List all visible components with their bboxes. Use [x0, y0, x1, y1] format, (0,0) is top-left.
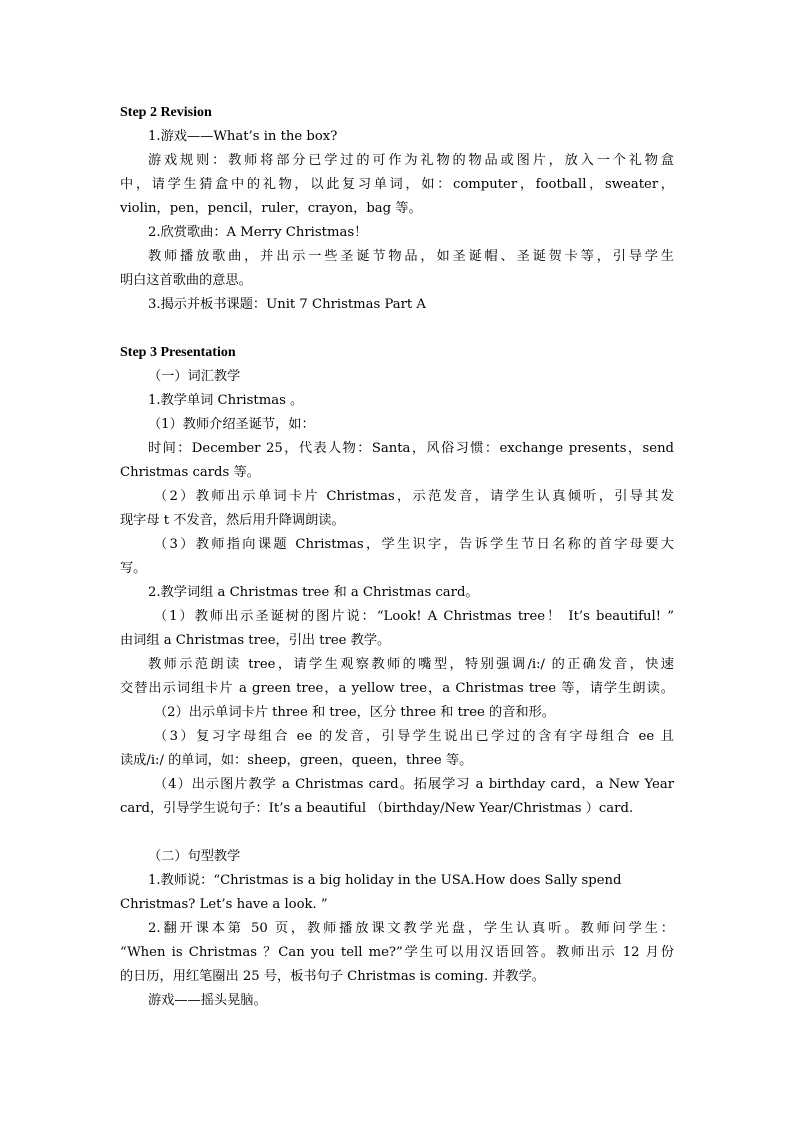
item2-demo-line: 交替出示词组卡片 a green tree，a yellow tree，a Christmas tree 等，请学生朗读。 [120, 681, 674, 696]
vocab-section-title: （一）词汇教学 [148, 369, 241, 384]
step3-heading: Step 3 Presentation [120, 345, 236, 360]
item2-sub3-line: 读成/i:/ 的单词，如：sheep，green，queen，three 等。 [120, 753, 473, 768]
item2-sub2: （2）出示单词卡片 three 和 tree，区分 three 和 tree 的音和形。 [154, 705, 555, 720]
sentence-item2-line: 的日历，用红笔圈出 25 号，板书句子 Christmas is coming. 并教学。 [120, 969, 545, 984]
item1-sub3-line: 写。 [120, 561, 147, 576]
lesson-topic: 3.揭示并板书课题：Unit 7 Christmas Part A [148, 297, 426, 312]
item1-title: 1.教学单词 Christmas 。 [148, 393, 304, 408]
step2-heading: Step 2 Revision [120, 105, 212, 120]
sentence-item2-line: 2.翻开课本第 50 页，教师播放课文教学光盘，学生认真听。教师问学生： [148, 921, 674, 936]
item1-sub3-line: （3）教师指向课题 Christmas，学生识字，告诉学生节日名称的首字母要大 [154, 537, 674, 552]
game-rule-line: violin，pen，pencil，ruler，crayon，bag 等。 [120, 201, 422, 216]
spacer [120, 317, 674, 341]
game-title: 1.游戏——What’s in the box? [148, 129, 338, 144]
item2-sub1-line: 由词组 a Christmas tree，引出 tree 教学。 [120, 633, 391, 648]
game-rule-line: 中，请学生猜盒中的礼物，以此复习单词，如：computer，football，sweater， [120, 177, 674, 192]
sentence-item2-line: “When is Christmas ？Can you tell me?”学生可以用汉语回答。教师出示 12 月份 [120, 945, 674, 960]
game2-title: 游戏——摇头晃脑。 [148, 993, 267, 1008]
sentence-item1-line: 1.教师说：“Christmas is a big holiday in the USA.How does Sally spend [148, 873, 622, 888]
song-description-line: 明白这首歌曲的意思。 [120, 273, 252, 288]
item2-sub4-line: （4）出示图片教学 a Christmas card。拓展学习 a birthday card，a New Year [154, 777, 674, 792]
item1-sub2-line: 现字母 t 不发音，然后用升降调朗读。 [120, 513, 345, 528]
game-rule-line: 游戏规则：教师将部分已学过的可作为礼物的物品或图片，放入一个礼物盒 [148, 153, 674, 168]
item1-time-line: Christmas cards 等。 [120, 465, 260, 480]
item2-demo-line: 教师示范朗读 tree，请学生观察教师的嘴型，特别强调/i:/ 的正确发音，快速 [148, 657, 674, 672]
item2-sub3-line: （3）复习字母组合 ee 的发音，引导学生说出已学过的含有字母组合 ee 且 [154, 729, 674, 744]
item2-sub4-line: card，引导学生说句子：It’s a beautiful （birthday/New Year/Christmas ）card. [120, 801, 634, 816]
item1-sub1: （1）教师介绍圣诞节，如： [148, 417, 315, 432]
item2-title: 2.教学词组 a Christmas tree 和 a Christmas card。 [148, 585, 479, 600]
song-description-line: 教师播放歌曲，并出示一些圣诞节物品，如圣诞帽、圣诞贺卡等，引导学生 [148, 249, 674, 264]
document-body [120, 101, 674, 1013]
item1-time-line: 时间：December 25，代表人物：Santa，风俗习惯：exchange presents，send [148, 441, 674, 456]
item1-sub2-line: （2）教师出示单词卡片 Christmas，示范发音，请学生认真倾听，引导其发 [154, 489, 674, 504]
item2-sub1-line: （1）教师出示圣诞树的图片说：“Look! A Christmas tree！ It’s beautiful! ” [154, 609, 674, 624]
sentence-section-title: （二）句型教学 [148, 849, 241, 864]
song-title: 2.欣赏歌曲：A Merry Christmas！ [148, 225, 368, 240]
spacer [120, 821, 674, 845]
sentence-item1-line: Christmas? Let’s have a look. ” [120, 897, 328, 912]
